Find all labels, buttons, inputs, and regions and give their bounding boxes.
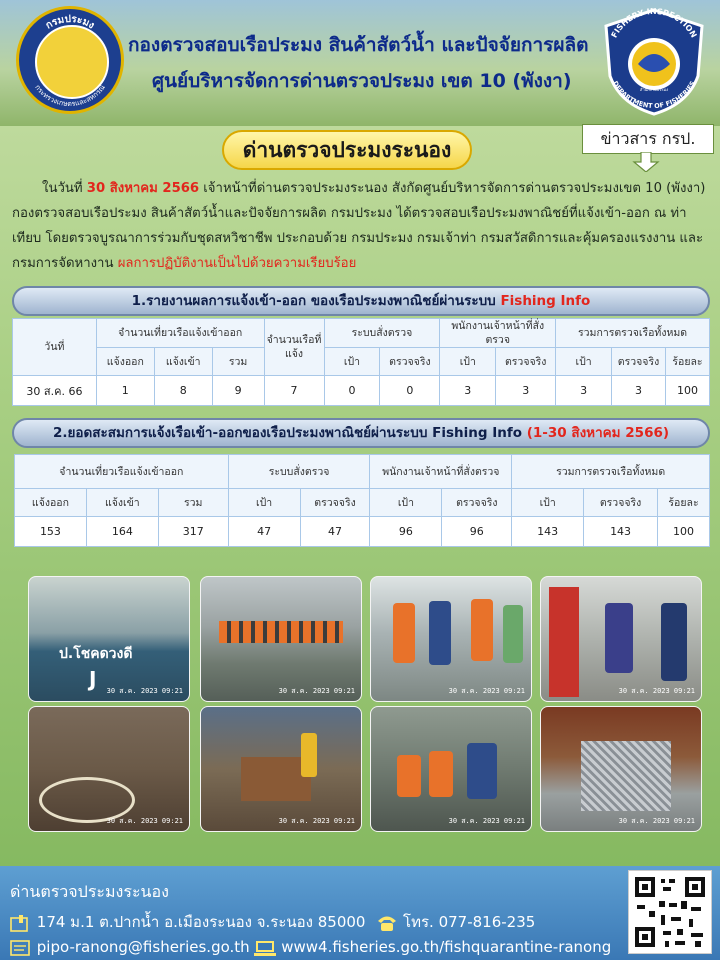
col-boats: จำนวนเรือที่แจ้ง	[264, 319, 324, 376]
qr-code-icon[interactable]	[628, 870, 712, 954]
cell-total-pct: 100	[658, 517, 710, 547]
cell-out: 1	[96, 376, 154, 406]
sub-out: แจ้งออก	[15, 489, 87, 517]
table-row	[13, 376, 710, 406]
sub-out: แจ้งออก	[96, 348, 154, 376]
col-total: รวมการตรวจเรือทั้งหมด	[556, 319, 710, 348]
sub-order-actual: ตรวจจริง	[300, 489, 370, 517]
news-tag: ข่าวสาร กรป.	[582, 124, 714, 154]
sub-officer-target: เป้า	[440, 348, 496, 376]
seal-ring-text	[16, 6, 124, 114]
header-title-line1: กองตรวจสอบเรือประมง สินค้าสัตว์น้ำ และปัจจัยการผลิต	[128, 34, 589, 56]
report-date: 30 สิงหาคม 2566	[86, 181, 200, 196]
table-row	[15, 517, 710, 547]
page-title: ด่านตรวจประมงระนอง	[222, 130, 472, 170]
photo-timestamp: 30 ส.ค. 2023 09:21	[448, 817, 525, 825]
cell-order-actual: 47	[300, 517, 370, 547]
section1-table	[12, 318, 710, 406]
photo-officers-inspection	[370, 576, 532, 702]
sub-in: แจ้งเข้า	[86, 489, 158, 517]
sub-order-actual: ตรวจจริง	[380, 348, 440, 376]
sub-total-actual: ตรวจจริง	[612, 348, 666, 376]
cell-officer-target: 3	[440, 376, 496, 406]
sub-sum: รวม	[212, 348, 264, 376]
cell-total-target: 3	[556, 376, 612, 406]
sub-officer-actual: ตรวจจริง	[496, 348, 556, 376]
section1-banner: 1.รายงานผลการแจ้งเข้า-ออก ของเรือประมงพาณิชย์ผ่านระบบ Fishing Info	[12, 286, 710, 316]
col-officers: พนักงานเจ้าหน้าที่สั่งตรวจ	[440, 319, 556, 348]
sub-officer-actual: ตรวจจริง	[442, 489, 512, 517]
cell-total-actual: 143	[584, 517, 658, 547]
photo-deck-nets	[28, 706, 190, 832]
cell-total-pct: 100	[665, 376, 709, 406]
cell-officer-target: 96	[370, 517, 442, 547]
email-icon	[10, 939, 32, 957]
cell-sum: 317	[158, 517, 228, 547]
cell-order-actual: 0	[380, 376, 440, 406]
photo-timestamp: 30 ส.ค. 2023 09:21	[278, 687, 355, 695]
footer	[0, 866, 720, 960]
section2-table	[14, 454, 710, 547]
sub-officer-target: เป้า	[370, 489, 442, 517]
sub-order-target: เป้า	[324, 348, 380, 376]
cell-order-target: 0	[324, 376, 380, 406]
sub-sum: รวม	[158, 489, 228, 517]
header-banner	[0, 0, 720, 126]
col-order: ระบบสั่งตรวจ	[228, 455, 370, 489]
col-officers: พนักงานเจ้าหน้าที่สั่งตรวจ	[370, 455, 512, 489]
col-trips: จำนวนเที่ยวเรือแจ้งเข้าออก	[15, 455, 229, 489]
down-arrow-icon	[632, 152, 660, 172]
col-order: ระบบสั่งตรวจ	[324, 319, 440, 348]
cell-total-target: 143	[512, 517, 584, 547]
photo-group-meeting	[200, 576, 362, 702]
sub-total-target: เป้า	[512, 489, 584, 517]
sub-total-target: เป้า	[556, 348, 612, 376]
header-title-line2: ศูนย์บริหารจัดการด่านตรวจประมง เขต 10 (พังงา)	[152, 70, 572, 92]
boat-number-mark: J	[89, 667, 97, 691]
col-trips: จำนวนเที่ยวเรือแจ้งเข้าออก	[96, 319, 264, 348]
photo-crew-vests	[370, 706, 532, 832]
sub-total-pct: ร้อยละ	[658, 489, 710, 517]
cell-out: 153	[15, 517, 87, 547]
footer-address: 174 ม.1 ต.ปากน้ำ อ.เมืองระนอง จ.ระนอง 85000	[36, 913, 366, 931]
report-paragraph: ในวันที่ 30 สิงหาคม 2566 เจ้าหน้าที่ด่านตรวจประมงระนอง สังกัดศูนย์บริหารจัดการด่านตรวจประมงเขต 10 (พังงา) กองตรวจสอบเรือประมง สินค้าสัตว์น้ำและปัจจัยการผลิต กรมประมง ได้ตรวจสอบเรือประมงพาณิชย์ที่แจ้งเข้า-ออก ณ ท่าเทียบ โดยตรวจบูรณาการร่วมกับชุดสหวิชาชีพ ประกอบด้วย กรมประมง กรมเจ้าท่า กรมสวัสดิการและคุ้มครองแรงงาน และกรมการจัดหางาน ผลการปฏิบัติงานเป็นไปด้วยความเรียบร้อย	[12, 181, 706, 271]
cell-order-target: 47	[228, 517, 300, 547]
svg-text:FISHERY INSPECTION: FISHERY INSPECTION	[609, 6, 699, 40]
photo-timestamp: 30 ส.ค. 2023 09:21	[278, 817, 355, 825]
photo-timestamp: 30 ส.ค. 2023 09:21	[106, 687, 183, 695]
computer-icon	[254, 939, 276, 957]
department-of-fisheries-seal	[16, 6, 124, 114]
sub-order-target: เป้า	[228, 489, 300, 517]
cell-date: 30 ส.ค. 66	[13, 376, 97, 406]
sub-total-actual: ตรวจจริง	[584, 489, 658, 517]
col-date: วันที่	[13, 319, 97, 376]
footer-email[interactable]: pipo-ranong@fisheries.go.th	[36, 938, 250, 956]
sub-total-pct: ร้อยละ	[665, 348, 709, 376]
photo-document-check	[540, 576, 702, 702]
col-total: รวมการตรวจเรือทั้งหมด	[512, 455, 710, 489]
photo-fish-hold	[540, 706, 702, 832]
footer-address-line	[10, 910, 535, 934]
footer-website[interactable]: www4.fisheries.go.th/fishquarantine-ranong	[281, 938, 612, 956]
footer-contact-line	[10, 938, 611, 957]
location-icon	[10, 914, 32, 932]
cell-boats: 7	[264, 376, 324, 406]
cell-officer-actual: 3	[496, 376, 556, 406]
svg-text:กรมประมง: กรมประมง	[43, 13, 97, 32]
fishery-inspection-badge	[598, 6, 710, 118]
phone-icon	[376, 914, 398, 932]
svg-text:สำนักงานประมง: สำนักงานประมง	[639, 87, 669, 92]
cell-sum: 9	[212, 376, 264, 406]
boat-name-text: ป.โชคดวงดี	[59, 646, 133, 662]
svg-text:DEPARTMENT OF FISHERIES: DEPARTMENT OF FISHERIES	[611, 79, 697, 111]
crew-lineup	[219, 621, 343, 643]
photo-timestamp: 30 ส.ค. 2023 09:21	[448, 687, 525, 695]
svg-text:กระทรวงเกษตรและสหกรณ์: กระทรวงเกษตรและสหกรณ์	[33, 83, 107, 109]
sub-in: แจ้งเข้า	[154, 348, 212, 376]
cell-in: 164	[86, 517, 158, 547]
photo-timestamp: 30 ส.ค. 2023 09:21	[106, 817, 183, 825]
photo-boat-hull	[28, 576, 190, 702]
report-result: ผลการปฏิบัติงานเป็นไปด้วยความเรียบร้อย	[117, 256, 357, 271]
photo-timestamp: 30 ส.ค. 2023 09:21	[618, 687, 695, 695]
cell-total-actual: 3	[612, 376, 666, 406]
section2-banner: 2.ยอดสะสมการแจ้งเรือเข้า-ออกของเรือประมงพาณิชย์ผ่านระบบ Fishing Info (1-30 สิงหาคม 2566)	[12, 418, 710, 448]
photo-timestamp: 30 ส.ค. 2023 09:21	[618, 817, 695, 825]
cell-in: 8	[154, 376, 212, 406]
footer-office-name: ด่านตรวจประมงระนอง	[10, 882, 169, 901]
cell-officer-actual: 96	[442, 517, 512, 547]
footer-phone: โทร. 077-816-235	[403, 913, 536, 931]
photo-boat-interior	[200, 706, 362, 832]
